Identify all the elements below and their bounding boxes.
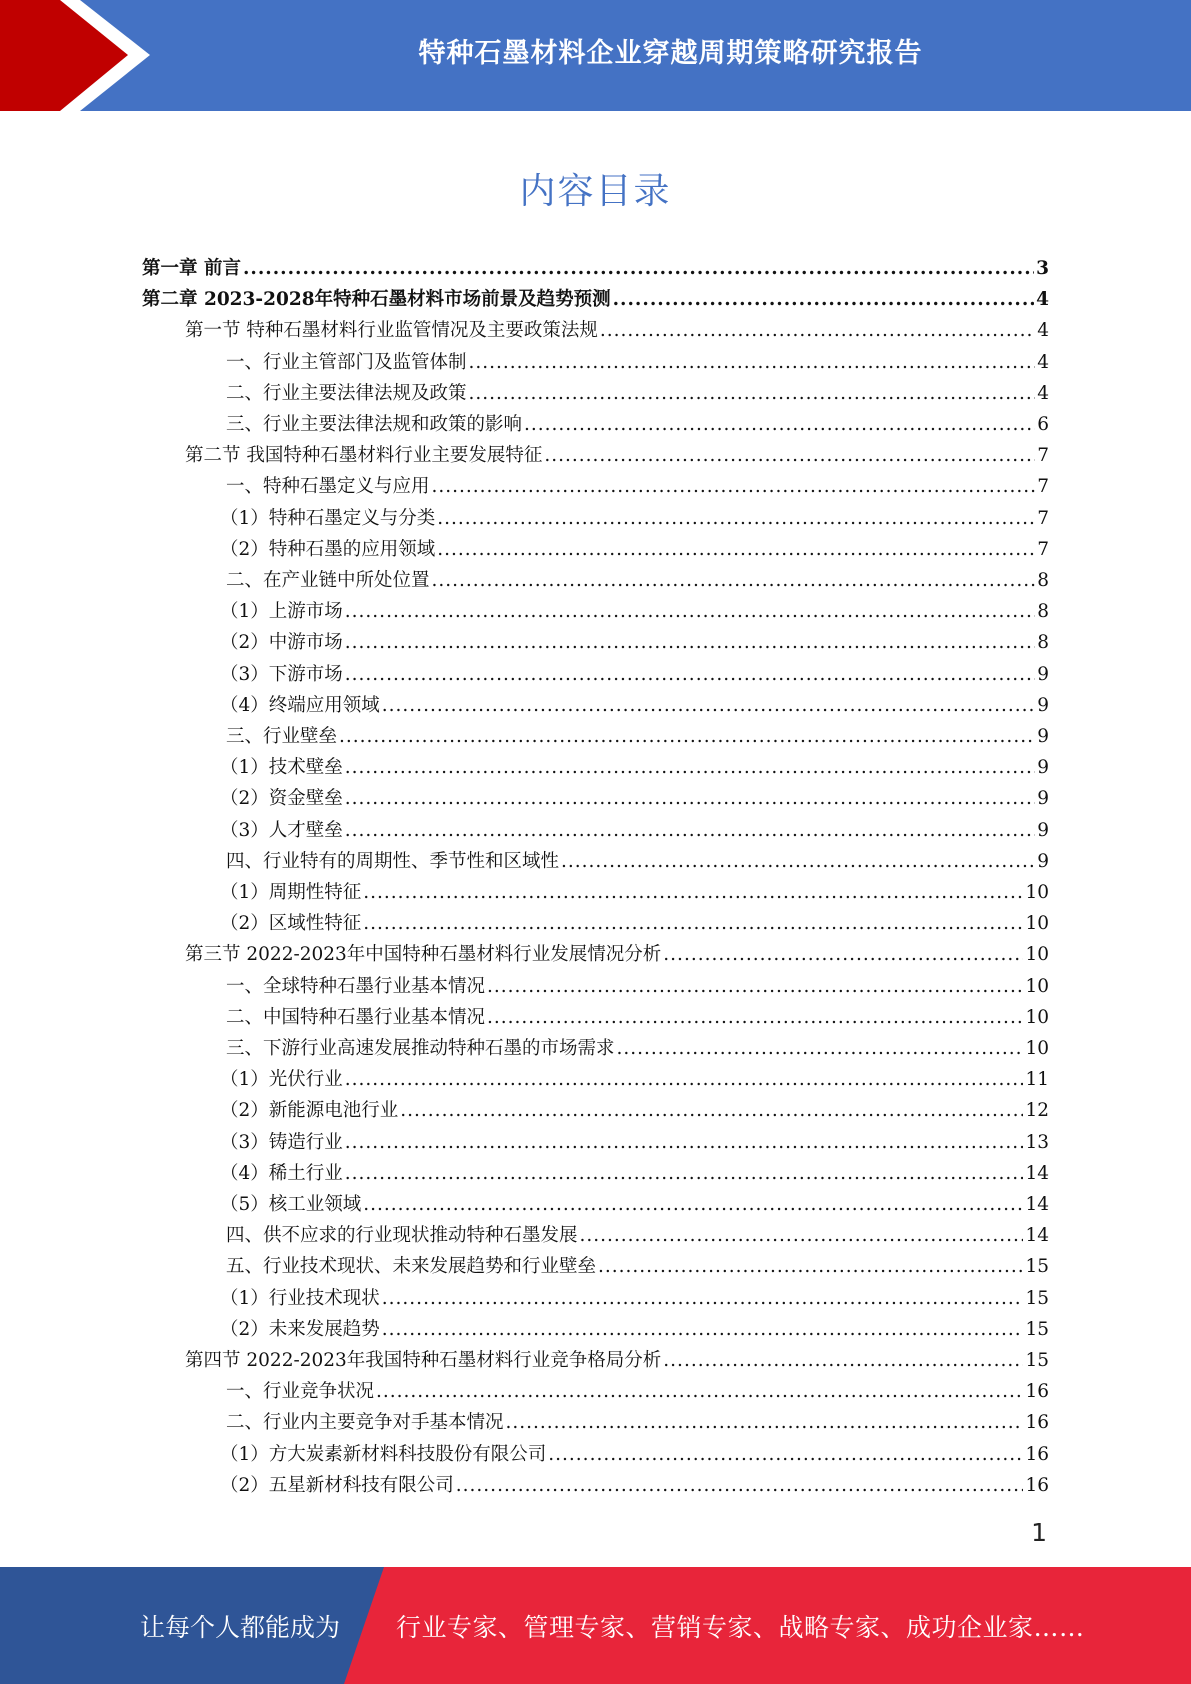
toc-entry[interactable]: [142, 284, 1049, 315]
toc-entry-page: 14: [1025, 1225, 1049, 1247]
page-header-band: [0, 0, 1191, 111]
toc-leader-dots: [600, 315, 1035, 346]
toc-leader-dots: [382, 690, 1035, 721]
toc-entry-page: 9: [1037, 819, 1049, 841]
toc-leader-dots: [243, 253, 1034, 284]
toc-entry-label: （1）特种石墨定义与分类: [220, 507, 436, 529]
toc-entry-label: （1）技术壁垒: [220, 757, 343, 779]
toc-leader-dots: [487, 971, 1023, 1002]
toc-entry-page: 6: [1037, 414, 1049, 435]
toc-entry-label: 二、中国特种石墨行业基本情况: [226, 1006, 486, 1028]
toc-entry[interactable]: [226, 347, 1049, 378]
toc-entry-page: 16: [1025, 1412, 1049, 1434]
toc-entry[interactable]: [220, 690, 1049, 721]
toc-leader-dots: [376, 1376, 1023, 1407]
toc-entry-page: 10: [1025, 1038, 1049, 1059]
toc-entry-label: （2）特种石墨的应用领域: [220, 538, 436, 560]
toc-entry[interactable]: [220, 534, 1049, 565]
toc-entry-label: 三、下游行业高速发展推动特种石墨的市场需求: [226, 1038, 615, 1059]
toc-entry-page: 9: [1037, 757, 1049, 779]
toc-entry-label: （2）资金壁垒: [220, 788, 343, 810]
toc-entry-page: 16: [1025, 1474, 1049, 1496]
toc-entry[interactable]: [220, 877, 1049, 908]
toc-entry-page: 9: [1037, 694, 1049, 716]
toc-leader-dots: [382, 1283, 1024, 1314]
toc-leader-dots: [382, 1314, 1024, 1345]
toc-leader-dots: [345, 596, 1035, 627]
toc-leader-dots: [437, 503, 1035, 534]
toc-entry-page: 16: [1025, 1443, 1049, 1465]
toc-entry[interactable]: [226, 1033, 1049, 1064]
toc-entry-label: （2）五星新材科技有限公司: [220, 1474, 454, 1496]
toc-entry-page: 14: [1025, 1162, 1049, 1184]
toc-entry-page: 3: [1036, 258, 1049, 279]
toc-entry[interactable]: [220, 627, 1049, 658]
toc-entry[interactable]: [185, 1345, 1049, 1376]
toc-entry-page: 7: [1037, 507, 1049, 529]
toc-leader-dots: [613, 284, 1035, 315]
toc-leader-dots: [548, 1439, 1023, 1470]
toc-entry-label: （4）终端应用领域: [220, 694, 380, 716]
toc-leader-dots: [617, 1033, 1024, 1064]
toc-entry-page: 10: [1025, 882, 1049, 903]
toc-entry[interactable]: [220, 1470, 1049, 1501]
toc-entry-label: 四、供不应求的行业现状推动特种石墨发展: [226, 1225, 578, 1247]
toc-leader-dots: [432, 565, 1036, 596]
toc-entry-label: 第三节 2022-2023年中国特种石墨材料行业发展情况分析: [185, 944, 662, 966]
toc-leader-dots: [487, 1002, 1023, 1033]
toc-entry-label: 一、行业竞争状况: [226, 1381, 375, 1403]
toc-entry-page: 4: [1037, 351, 1049, 373]
toc-entry[interactable]: [220, 1314, 1049, 1345]
toc-entry-label: （1）周期性特征: [220, 882, 362, 903]
toc-entry[interactable]: [220, 815, 1049, 846]
toc-entry-page: 9: [1037, 663, 1049, 685]
toc-entry[interactable]: [226, 1407, 1049, 1438]
toc-entry-label: 一、全球特种石墨行业基本情况: [226, 975, 486, 997]
toc-entry-page: 10: [1025, 944, 1049, 966]
toc-leader-dots: [345, 1158, 1024, 1189]
toc-entry-page: 15: [1025, 1318, 1049, 1340]
toc-leader-dots: [506, 1407, 1024, 1438]
toc-entry[interactable]: [220, 1064, 1049, 1095]
toc-entry-page: 4: [1037, 382, 1049, 404]
toc-entry-label: 三、行业壁垒: [226, 726, 338, 747]
toc-entry[interactable]: [220, 1439, 1049, 1470]
toc-entry-label: （5）核工业领域: [220, 1194, 362, 1215]
toc-entry[interactable]: [226, 1251, 1049, 1282]
toc-entry-page: 15: [1025, 1256, 1049, 1278]
toc-entry-label: （1）方大炭素新材料科技股份有限公司: [220, 1443, 547, 1465]
toc-leader-dots: [345, 783, 1035, 814]
toc-entry-page: 7: [1037, 538, 1049, 560]
toc-leader-dots: [345, 815, 1035, 846]
toc-leader-dots: [469, 347, 1036, 378]
toc-leader-dots: [580, 1220, 1024, 1251]
toc-entry[interactable]: [226, 721, 1049, 752]
toc-leader-dots: [363, 908, 1023, 939]
toc-entry-page: 7: [1037, 445, 1049, 467]
toc-leader-dots: [663, 939, 1023, 970]
toc-entry-page: 14: [1025, 1194, 1049, 1215]
toc-leader-dots: [598, 1251, 1023, 1282]
toc-entry-label: 二、在产业链中所处位置: [226, 570, 430, 591]
toc-leader-dots: [345, 627, 1035, 658]
toc-entry-label: 第四节 2022-2023年我国特种石墨材料行业竞争格局分析: [185, 1350, 662, 1371]
toc-entry-label: （1）行业技术现状: [220, 1287, 380, 1309]
toc-entry[interactable]: [185, 939, 1049, 970]
toc-entry-page: 12: [1025, 1100, 1049, 1122]
toc-entry[interactable]: [220, 659, 1049, 690]
toc-entry-page: 9: [1037, 850, 1049, 872]
toc-entry-page: 9: [1037, 788, 1049, 810]
toc-entry[interactable]: [226, 565, 1049, 596]
toc-leader-dots: [524, 409, 1035, 440]
toc-leader-dots: [432, 471, 1036, 502]
toc-entry-page: 16: [1025, 1381, 1049, 1403]
toc-leader-dots: [469, 378, 1036, 409]
toc-entry[interactable]: [185, 315, 1049, 346]
toc-entry-label: （2）区域性特征: [220, 913, 362, 935]
toc-entry-label: （1）光伏行业: [220, 1069, 343, 1091]
toc-entry-page: 11: [1025, 1069, 1049, 1091]
toc-leader-dots: [400, 1095, 1023, 1126]
toc-entry-page: 15: [1025, 1287, 1049, 1309]
toc-entry-page: 13: [1025, 1131, 1049, 1153]
toc-leader-dots: [544, 440, 1035, 471]
toc-entry-page: 7: [1037, 476, 1049, 498]
toc-entry[interactable]: [226, 471, 1049, 502]
toc-entry[interactable]: [220, 1283, 1049, 1314]
toc-entry[interactable]: [226, 1376, 1049, 1407]
toc-entry[interactable]: [220, 1095, 1049, 1126]
toc-entry[interactable]: [220, 503, 1049, 534]
toc-entry[interactable]: [220, 1158, 1049, 1189]
toc-entry[interactable]: [226, 846, 1049, 877]
toc-entry[interactable]: [185, 440, 1049, 471]
toc-entry-label: 五、行业技术现状、未来发展趋势和行业壁垒: [226, 1256, 597, 1278]
toc-entry[interactable]: [220, 783, 1049, 814]
toc-entry-label: 第二节 我国特种石墨材料行业主要发展特征: [185, 445, 543, 467]
toc-entry-label: （3）下游市场: [220, 663, 343, 685]
toc-entry-page: 10: [1025, 913, 1049, 935]
report-title: 特种石墨材料企业穿越周期策略研究报告: [418, 37, 923, 69]
toc-entry-label: （2）新能源电池行业: [220, 1100, 399, 1122]
toc-leader-dots: [363, 877, 1023, 908]
toc-entry-page: 4: [1036, 289, 1049, 311]
toc-entry[interactable]: [226, 378, 1049, 409]
toc-leader-dots: [345, 1127, 1024, 1158]
toc-entry-label: （2）中游市场: [220, 632, 343, 654]
toc-entry-label: 一、行业主管部门及监管体制: [226, 351, 467, 373]
toc-entry[interactable]: [226, 971, 1049, 1002]
toc-entry[interactable]: [220, 1127, 1049, 1158]
toc-entry-label: 四、行业特有的周期性、季节性和区域性: [226, 850, 560, 872]
toc-leader-dots: [663, 1345, 1023, 1376]
toc-entry-page: 8: [1037, 632, 1049, 654]
toc-entry[interactable]: [142, 253, 1049, 284]
toc-entry-page: 9: [1037, 726, 1049, 747]
toc-leader-dots: [437, 534, 1035, 565]
footer-slogan-right: 行业专家、管理专家、营销专家、战略专家、成功企业家……: [396, 1612, 1085, 1642]
toc-heading: 内容目录: [519, 171, 672, 212]
toc-entry-label: 一、特种石墨定义与应用: [226, 476, 430, 498]
toc-leader-dots: [345, 752, 1035, 783]
toc-entry-label: 第一章 前言: [142, 258, 241, 279]
toc-entry-label: 二、行业主要法律法规及政策: [226, 382, 467, 404]
toc-entry-label: 第二章 2023-2028年特种石墨材料市场前景及趋势预测: [142, 289, 611, 311]
page-footer-band: [0, 1567, 1191, 1684]
toc-entry-label: 二、行业内主要竞争对手基本情况: [226, 1412, 504, 1434]
toc-leader-dots: [561, 846, 1035, 877]
toc-entry[interactable]: [220, 596, 1049, 627]
page-number: 1: [1031, 1518, 1047, 1547]
toc-entry[interactable]: [220, 908, 1049, 939]
toc-leader-dots: [345, 1064, 1024, 1095]
toc-entry[interactable]: [226, 1002, 1049, 1033]
toc-leader-dots: [345, 659, 1035, 690]
toc-entry-page: 8: [1037, 601, 1049, 623]
toc-entry-label: （1）上游市场: [220, 601, 343, 623]
toc-entry[interactable]: [226, 1220, 1049, 1251]
toc-leader-dots: [456, 1470, 1024, 1501]
toc-leader-dots: [339, 721, 1035, 752]
toc-entry-label: （4）稀土行业: [220, 1162, 343, 1184]
toc-entry-label: （2）未来发展趋势: [220, 1318, 380, 1340]
toc-entry-page: 4: [1037, 320, 1049, 342]
toc-entry[interactable]: [226, 409, 1049, 440]
toc-entry-page: 8: [1037, 570, 1049, 591]
toc-entry-page: 15: [1025, 1350, 1049, 1371]
toc-entry-page: 10: [1025, 1006, 1049, 1028]
footer-slogan-left: 让每个人都能成为: [140, 1612, 341, 1642]
toc-entry-label: 三、行业主要法律法规和政策的影响: [226, 414, 523, 435]
toc-entry[interactable]: [220, 752, 1049, 783]
toc-leader-dots: [363, 1189, 1023, 1220]
toc-entry-label: （3）铸造行业: [220, 1131, 343, 1153]
toc-entry-label: （3）人才壁垒: [220, 819, 343, 841]
toc-entry[interactable]: [220, 1189, 1049, 1220]
toc-entry-label: 第一节 特种石墨材料行业监管情况及主要政策法规: [185, 320, 598, 342]
toc-entry-page: 10: [1025, 975, 1049, 997]
